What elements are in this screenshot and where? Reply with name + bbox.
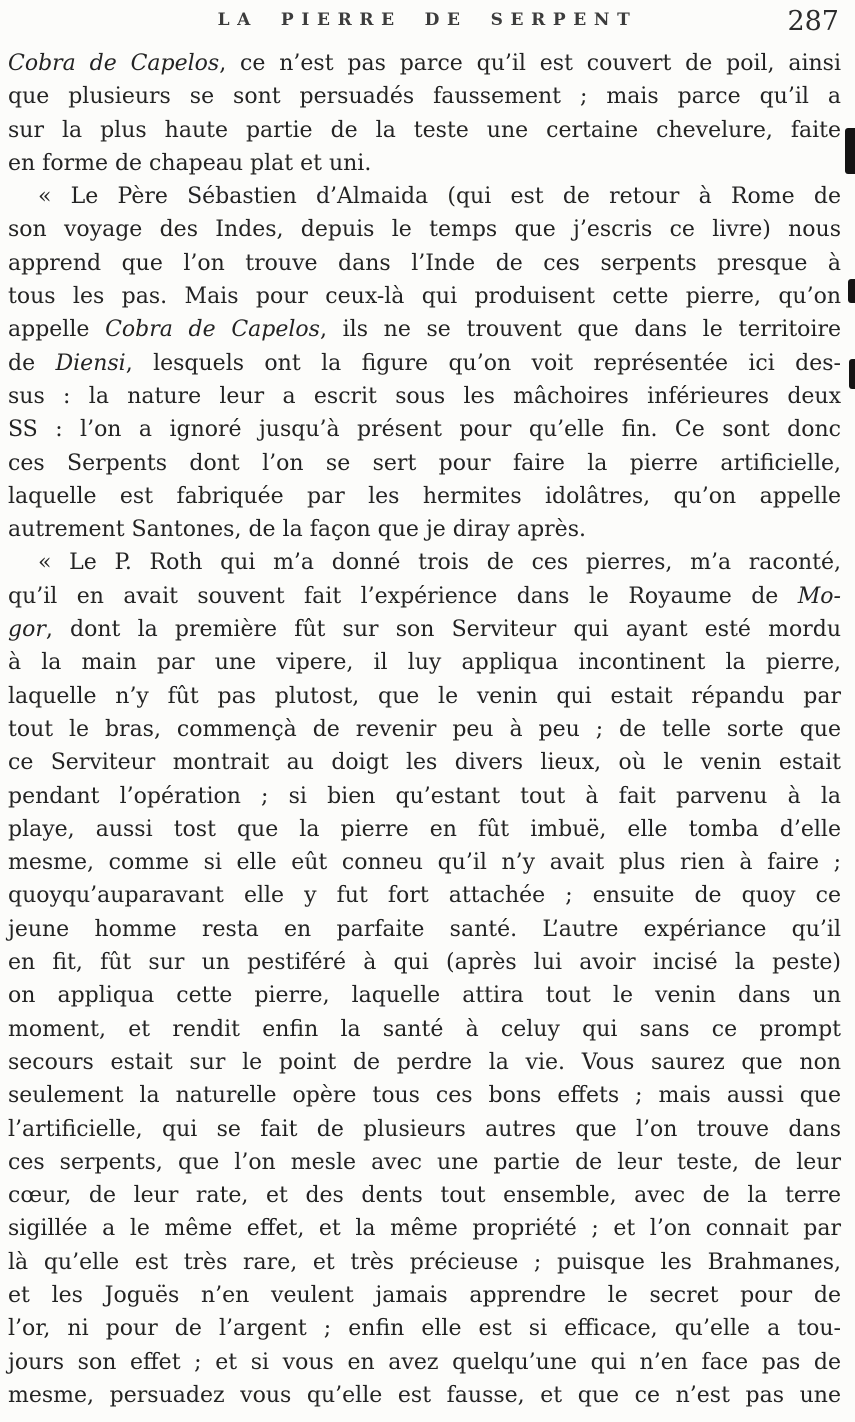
text-line [8,114,841,147]
text-segment: apprend que l’on trouve dans l’Inde de ces serpents presque à [8,250,841,276]
text-segment: « Le P. Roth qui m’a donné trois de ces pierres, m’a raconté, [38,550,841,576]
italic-text: Cobra de Capelos [8,51,220,76]
text-line [8,946,841,979]
text-segment: SS : l’on a ignoré jusqu’à présent pour qu’elle fin. Ce sont donc [8,417,841,443]
text-line [8,1279,841,1312]
text-line [8,280,841,313]
text-line [8,347,841,380]
text-line [8,1312,841,1345]
text-segment: laquelle n’y fût pas plutost, que le venin qui estait répandu par [8,683,841,709]
text-segment: tous les pas. Mais pour ceux-là qui produisent cette pierre, qu’on [8,284,841,310]
text-segment: moment, et rendit enfin la santé à celuy qui sans ce prompt [8,1016,841,1042]
running-head [0,6,855,40]
text-line [8,47,841,80]
text-segment: sur la plus haute partie de la teste une certaine chevelure, faite [8,117,841,143]
text-segment: mesme, persuadez vous qu’elle est fausse, et que ce n’est pas une [8,1382,841,1408]
text-line [8,1046,841,1079]
scan-artifact [848,279,855,303]
text-line [8,813,841,846]
text-segment: appelle [8,317,106,343]
text-line [8,80,841,113]
italic-text: Cobra de Capelos [105,317,320,343]
text-segment: seulement la naturelle opère tous ces bons effets ; mais aussi que [8,1083,841,1109]
text-segment: tout le bras, commençà de revenir peu à peu ; de telle sorte que [8,716,841,742]
text-segment: son voyage des Indes, depuis le temps que j’escris ce livre) nous [8,217,841,243]
text-line [8,680,841,713]
text-segment: ces serpents, que l’on mesle avec une partie de leur teste, de leur [8,1149,841,1175]
text-segment: l’or, ni pour de l’argent ; enfin elle est si efficace, qu’elle a tou- [8,1316,841,1342]
text-segment: en fit, fût sur un pestiféré à qui (après lui avoir incisé la peste) [8,950,841,976]
text-line [8,1379,841,1412]
text-segment: là qu’elle est très rare, et très précieuse ; puisque les Brahmanes, [8,1249,841,1275]
text-segment: jeune homme resta en parfaite santé. L’autre expériance qu’il [8,916,841,942]
scan-artifact [845,128,855,174]
text-line [8,513,841,546]
text-segment: ce Serviteur montrait au doigt les divers lieux, où le venin estait [8,750,841,776]
text-segment: autrement Santones, de la façon que je diray après. [8,517,586,543]
text-segment: ces Serpents dont l’on se sert pour faire la pierre artificielle, [8,450,841,476]
text-segment: l’artificielle, qui se fait de plusieurs autres que l’on trouve dans [8,1116,841,1142]
text-line [8,447,841,480]
text-segment: quoyqu’auparavant elle y fut fort attachée ; ensuite de quoy ce [8,883,841,909]
text-line [8,746,841,779]
text-segment: sigillée a le même effet, et la même propriété ; et l’on connait par [8,1216,841,1242]
running-title: LA PIERRE DE SERPENT [217,10,638,30]
text-line [8,580,841,613]
text-line [8,180,841,213]
text-line [8,147,841,180]
page-number: 287 [787,6,839,37]
text-line [8,1246,841,1279]
page-body [8,47,841,1412]
text-line [8,1013,841,1046]
text-line [8,713,841,746]
italic-text: Diensi [55,350,126,376]
scan-artifact [849,359,855,389]
text-segment: , ils ne se trouvent que dans le territoire [319,317,841,343]
text-segment: , ce n’est pas parce qu’il est couvert de poil, ainsi [219,51,841,76]
text-line [8,546,841,579]
text-segment: sus : la nature leur a escrit sous les mâchoires inférieures deux [8,383,841,409]
italic-text: gor [8,617,46,643]
text-segment: cœur, de leur rate, et des dents tout ensemble, avec de la terre [8,1183,841,1209]
text-line [8,380,841,413]
text-line [8,1146,841,1179]
text-segment: mesme, comme si elle eût conneu qu’il n’y avait plus rien à faire ; [8,850,841,876]
text-line [8,480,841,513]
text-line [8,1212,841,1245]
text-line [8,1113,841,1146]
text-segment: secours estait sur le point de perdre la vie. Vous saurez que non [8,1049,841,1075]
text-segment: en forme de chapeau plat et uni. [8,150,372,176]
italic-text: Mo- [797,583,841,609]
text-line [8,913,841,946]
text-line [8,846,841,879]
text-line [8,213,841,246]
text-segment: et les Joguës n’en veulent jamais apprendre le secret pour de [8,1282,841,1308]
text-line [8,879,841,912]
text-line [8,247,841,280]
text-line [8,1179,841,1212]
text-segment: on appliqua cette pierre, laquelle attira tout le venin dans un [8,983,841,1009]
text-line [8,313,841,346]
text-segment: pendant l’opération ; si bien qu’estant tout à fait parvenu à la [8,783,841,809]
text-line [8,780,841,813]
text-line [8,413,841,446]
text-segment: à la main par une vipere, il luy appliqua incontinent la pierre, [8,650,841,676]
text-segment: , lesquels ont la figure qu’on voit représentée ici des- [125,350,841,376]
text-segment: de [8,350,56,376]
text-line [8,646,841,679]
text-line [8,1079,841,1112]
text-segment: laquelle est fabriquée par les hermites idolâtres, qu’on appelle [8,483,841,509]
text-line [8,979,841,1012]
text-segment: que plusieurs se sont persuadés faussement ; mais parce qu’il a [8,84,841,110]
text-segment: , dont la première fût sur son Serviteur qui ayant esté mordu [45,617,841,643]
text-segment: « Le Père Sébastien d’Almaida (qui est de retour à Rome de [38,184,841,210]
text-line [8,613,841,646]
text-segment: playe, aussi tost que la pierre en fût imbuë, elle tomba d’elle [8,816,841,842]
text-segment: jours son effet ; et si vous en avez quelqu’une qui n’en face pas de [8,1349,841,1375]
text-line [8,1346,841,1379]
text-segment: qu’il en avait souvent fait l’expérience dans le Royaume de [8,583,798,609]
